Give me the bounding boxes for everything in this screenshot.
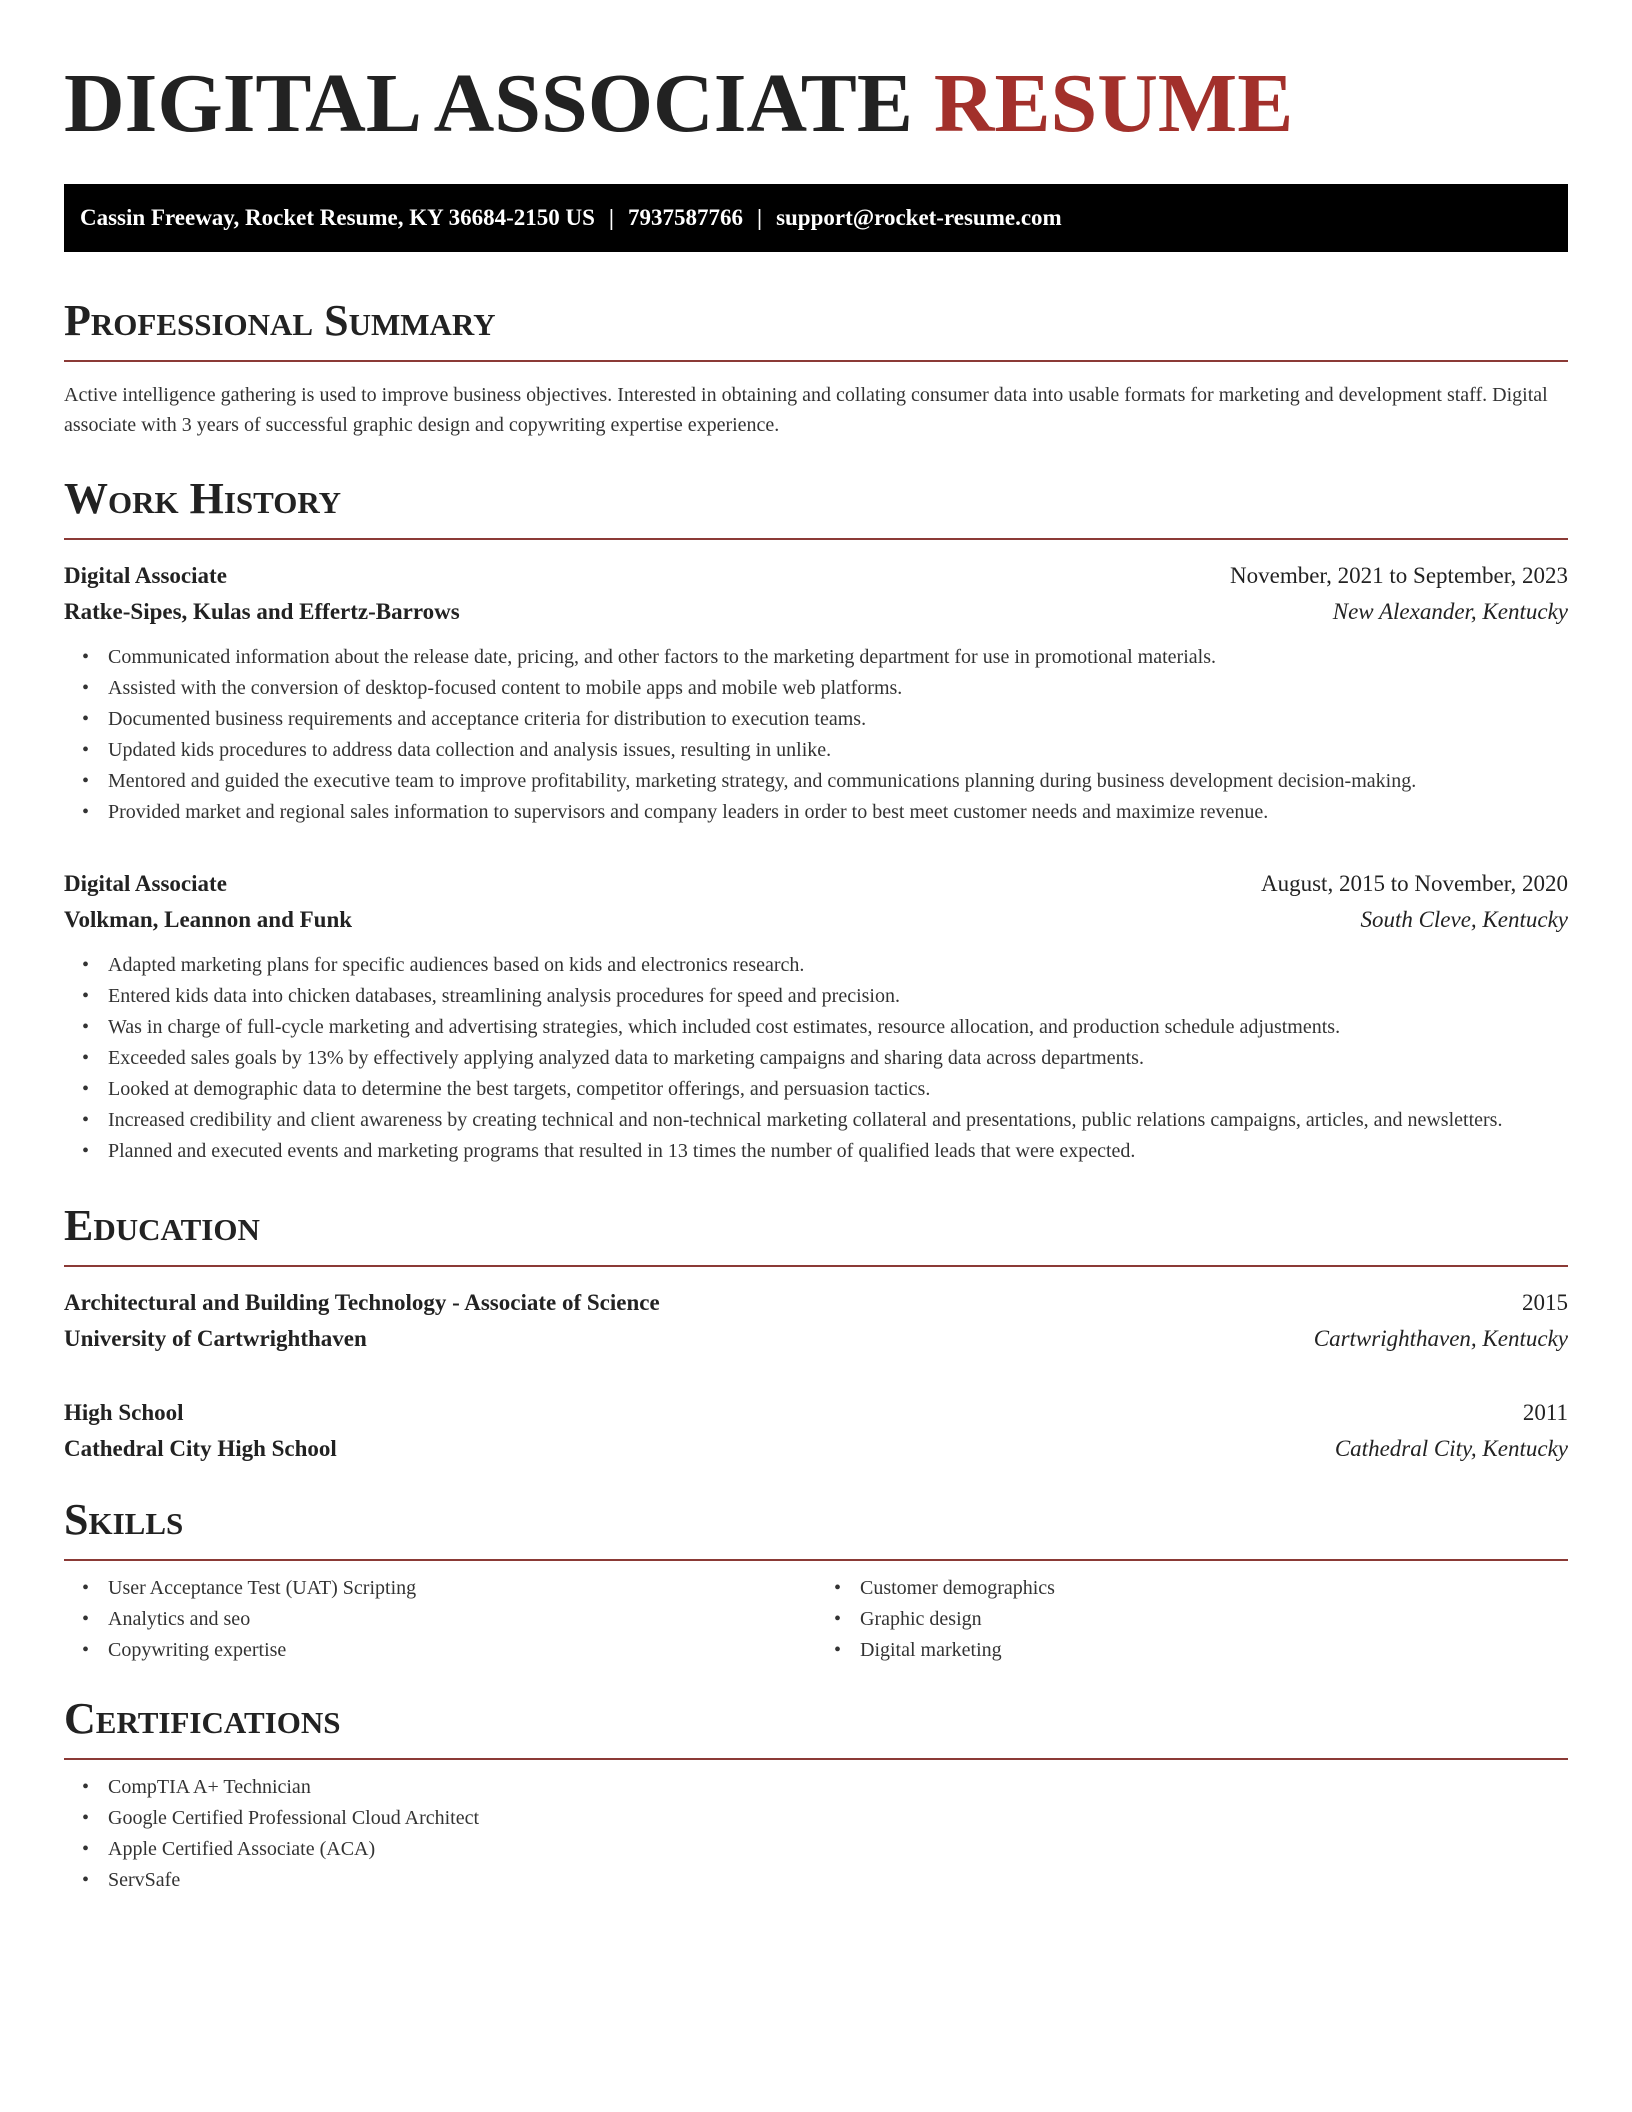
summary-section [64,296,1568,440]
list-item: • Planned and executed events and marketing programs that resulted in 13 times the number of qualified leads that were expected. [108,1136,1568,1167]
certifications-section [64,1694,1568,1896]
section-title: Certifications [64,1694,341,1743]
education-year: 2011 [1522,1400,1568,1425]
list-item: • Customer demographics [860,1573,1568,1604]
list-item: • Digital marketing [860,1635,1568,1666]
list-item: • Looked at demographic data to determine the best targets, competitor offerings, and persuasion tactics. [108,1074,1568,1105]
job-location: New Alexander, Kentucky [1332,599,1568,624]
list-item: • Graphic design [860,1604,1568,1635]
list-item: • Adapted marketing plans for specific audiences based on kids and electronics research. [108,950,1568,981]
section-divider [64,1559,1568,1561]
skills-section [64,1495,1568,1666]
list-item: • Copywriting expertise [108,1635,816,1666]
job-dates: August, 2015 to November, 2020 [1261,871,1568,896]
list-item: • Apple Certified Associate (ACA) [108,1834,1568,1865]
contact-address: Cassin Freeway, Rocket Resume, KY 36684-2150 US [80,205,595,230]
contact-phone: 7937587766 [627,205,743,230]
job-entry [64,866,1568,1167]
list-item: • ServSafe [108,1865,1568,1896]
section-title: Work History [64,474,342,523]
job-company: Volkman, Leannon and Funk [64,907,353,932]
contact-email: support@rocket-resume.com [776,205,1062,230]
job-location: South Cleve, Kentucky [1360,907,1568,932]
section-title: Education [64,1201,260,1250]
contact-bar [64,184,1568,252]
job-bullets [64,642,1568,828]
title-accent: RESUME [933,57,1294,150]
contact-separator: | [756,205,763,230]
job-company-row [64,902,1568,938]
education-school: Cathedral City High School [64,1436,337,1461]
job-company: Ratke-Sipes, Kulas and Effertz-Barrows [64,599,460,624]
education-section [64,1201,1568,1467]
section-divider [64,1758,1568,1760]
education-location: Cartwrighthaven, Kentucky [1313,1326,1568,1351]
certifications-list [64,1772,1568,1896]
list-item: • Google Certified Professional Cloud Architect [108,1803,1568,1834]
list-item: • Entered kids data into chicken databases, streamlining analysis procedures for speed and precision. [108,981,1568,1012]
section-divider [64,360,1568,362]
list-item: • CompTIA A+ Technician [108,1772,1568,1803]
job-header-row [64,866,1568,902]
job-title: Digital Associate [64,871,227,896]
section-divider [64,538,1568,540]
section-title: Professional Summary [64,296,496,345]
skills-list-left [64,1573,816,1666]
job-company-row [64,594,1568,630]
work-history-section [64,474,1568,1167]
list-item: • Updated kids procedures to address data collection and analysis issues, resulting in unlike. [108,735,1568,766]
title-main: DIGITAL ASSOCIATE [64,57,913,150]
list-item: • Assisted with the conversion of desktop-focused content to mobile apps and mobile web platforms. [108,673,1568,704]
education-degree: Architectural and Building Technology - Associate of Science [64,1290,660,1315]
list-item: • User Acceptance Test (UAT) Scripting [108,1573,816,1604]
resume-title [64,56,1568,152]
education-school-row [64,1431,1568,1467]
education-entry [64,1395,1568,1467]
skills-grid [64,1573,1568,1666]
education-school-row [64,1321,1568,1357]
job-header-row [64,558,1568,594]
education-school: University of Cartwrighthaven [64,1326,367,1351]
section-title: Skills [64,1495,184,1544]
list-item: • Exceeded sales goals by 13% by effectively applying analyzed data to marketing campaigns and sharing data across departments. [108,1043,1568,1074]
education-year: 2015 [1522,1290,1568,1315]
job-entry [64,558,1568,828]
job-bullets [64,950,1568,1167]
list-item: • Analytics and seo [108,1604,816,1635]
list-item: • Provided market and regional sales information to supervisors and company leaders in order to best meet customer needs and maximize revenue. [108,797,1568,828]
job-dates: November, 2021 to September, 2023 [1230,563,1568,588]
list-item: • Mentored and guided the executive team to improve profitability, marketing strategy, and communications planning during business development decision-making. [108,766,1568,797]
job-title: Digital Associate [64,563,227,588]
skills-list-right [816,1573,1568,1666]
list-item: • Was in charge of full-cycle marketing and advertising strategies, which included cost estimates, resource allocation, and production schedule adjustments. [108,1012,1568,1043]
summary-text: Active intelligence gathering is used to improve business objectives. Interested in obtaining and collating consumer data into usable formats for marketing and development staff. Digital associate with 3 years of successful graphic design and copywriting expertise experience. [64,384,1548,436]
list-item: • Documented business requirements and acceptance criteria for distribution to execution teams. [108,704,1568,735]
list-item: • Communicated information about the release date, pricing, and other factors to the marketing department for use in promotional materials. [108,642,1568,673]
education-degree-row [64,1285,1568,1321]
contact-separator: | [608,205,614,230]
education-degree-row [64,1395,1568,1431]
education-entry [64,1285,1568,1357]
education-degree: High School [64,1400,184,1425]
list-item: • Increased credibility and client awareness by creating technical and non-technical marketing collateral and presentations, public relations campaigns, articles, and newsletters. [108,1105,1568,1136]
education-location: Cathedral City, Kentucky [1334,1436,1568,1461]
section-divider [64,1265,1568,1267]
